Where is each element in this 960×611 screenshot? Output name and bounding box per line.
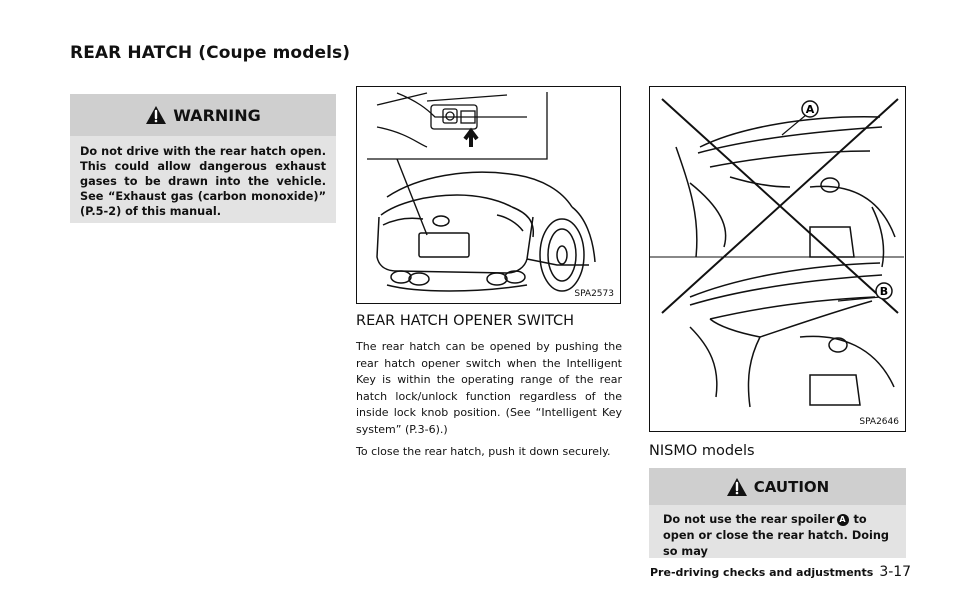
caution-text: Do not use the rear spoiler A to open or close the rear hatch. Doing so may (663, 513, 889, 558)
figure-opener-switch (356, 86, 621, 304)
opener-switch-illustration (357, 87, 619, 302)
opener-para-1: The rear hatch can be opened by pushing the rear hatch opener switch when the Intelligent Key is within the operating range of the rear hatch lock/unlock function regardless of the inside lock knob position. (See “Intelligent Key system” (P.3-6).) (356, 340, 622, 436)
chapter-name: Pre-driving checks and adjustments (650, 566, 874, 579)
caution-label: CAUTION (753, 477, 830, 496)
opener-switch-text (356, 339, 622, 465)
warning-header (70, 94, 336, 136)
figure-code: SPA2573 (574, 289, 614, 299)
warning-icon (145, 105, 167, 125)
callout-a: A (805, 103, 815, 116)
figure-code: SPA2646 (859, 417, 899, 427)
caution-box (649, 468, 906, 558)
warning-box (70, 94, 336, 223)
figure-nismo-spoiler (649, 86, 906, 432)
section-title: REAR HATCH (Coupe models) (70, 43, 351, 63)
callout-a-marker: A (837, 514, 849, 526)
nismo-spoiler-illustration (650, 87, 904, 430)
caution-header (649, 468, 906, 505)
callout-b: B (879, 285, 889, 298)
page-footer (650, 564, 911, 580)
opener-switch-heading: REAR HATCH OPENER SWITCH (356, 313, 575, 329)
warning-label: WARNING (173, 105, 261, 125)
page-number: 3-17 (879, 564, 912, 580)
nismo-heading: NISMO models (649, 443, 755, 459)
warning-text: Do not drive with the rear hatch open. This could allow dangerous exhaust gases to be drawn into the vehicle. See “Exhaust gas (carbon monoxide)” (P.5-2) of this manual. (80, 145, 326, 218)
opener-para-2: To close the rear hatch, push it down securely. (356, 444, 611, 458)
warning-icon (726, 477, 748, 497)
